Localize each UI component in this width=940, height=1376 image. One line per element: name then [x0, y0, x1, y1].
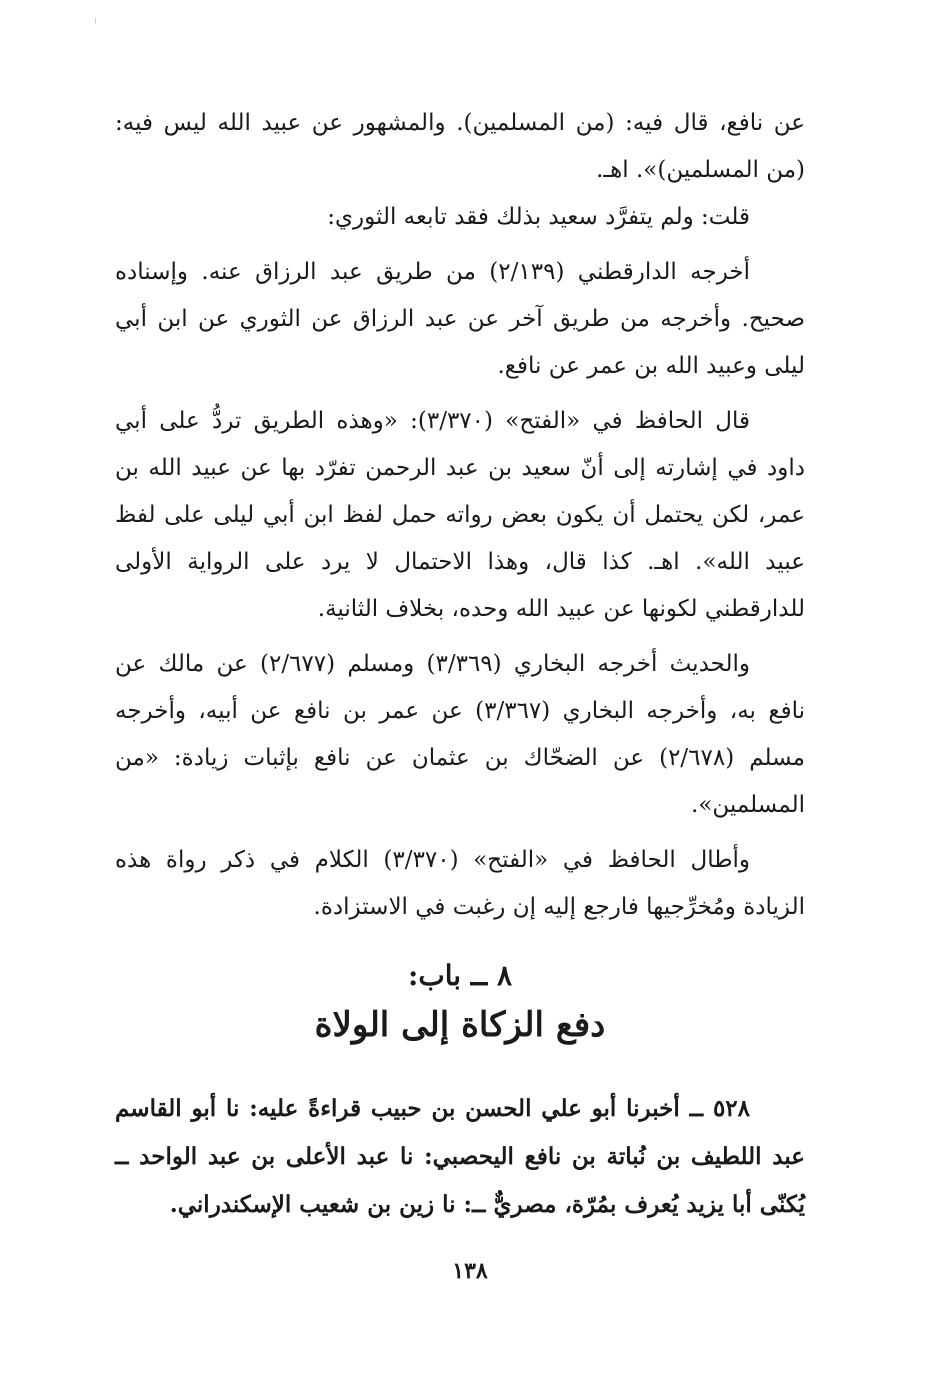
page-number: ١٣٨: [452, 1258, 488, 1284]
margin-mark: [95, 18, 96, 24]
paragraph-fath-ziyada: وأطال الحافظ في «الفتح» (٣/٣٧٠) الكلام في ذكر رواة هذه الزيادة ومُخرِّجيها فارجع إليه إن رغبت في الاستزادة.: [115, 847, 805, 920]
paragraph-qultu: قلت: ولم يتفرَّد سعيد بذلك فقد تابعه الثوري:: [327, 204, 750, 230]
paragraph-continuation: عن نافع، قال فيه: (من المسلمين). والمشهور عن عبيد الله ليس فيه: (من المسلمين)». اهـ.: [115, 110, 805, 183]
chapter-heading: [115, 955, 805, 1053]
chapter-number: ٨ ــ باب:: [408, 959, 512, 992]
chapter-title: دفع الزكاة إلى الولاة: [314, 1005, 606, 1045]
paragraph-fath-quote: قال الحافظ في «الفتح» (٣/٣٧٠): «وهذه الطريق تردُّ على أبي داود في إشارته إلى أنّ سعيد بن عبد الرحمن تفرّد بها عن عبيد الله بن عمر، لكن يحتمل أن يكون بعض رواته حمل لفظ ابن أبي ليلى على لفظ عبيد الله». اهـ. كذا قال، وهذا الاحتمال لا يرد على الرواية الأولى للدارقطني لكونها عن عبيد الله وحده، بخلاف الثانية.: [115, 408, 805, 622]
hadith-isnad: ٥٢٨ ــ أخبرنا أبو علي الحسن بن حبيب قراءةً عليه: نا أبو القاسم عبد اللطيف بن نُباتة بن نافع اليحصبي: نا عبد الأعلى بن عبد الواحد ــ يُكنّى أبا يزيد يُعرف بمُرّة، مصريٌّ ــ: نا زين بن شعيب الإسكندراني.: [115, 1095, 805, 1218]
footnote-commentary: [115, 100, 805, 931]
hadith-block: [115, 1085, 805, 1229]
paragraph-daraqutni: أخرجه الدارقطني (٢/١٣٩) من طريق عبد الرزاق عنه. وإسناده صحيح. وأخرجه من طريق آخر عن عبد الرزاق عن الثوري عن ابن أبي ليلى وعبيد الله بن عمر عن نافع.: [115, 259, 805, 379]
paragraph-bukhari-muslim: والحديث أخرجه البخاري (٣/٣٦٩) ومسلم (٢/٦٧٧) عن مالك عن نافع به، وأخرجه البخاري (٣/٣٦٧) عن عمر بن نافع عن أبيه، وأخرجه مسلم (٢/٦٧٨) عن الضحّاك بن عثمان عن نافع بإثبات زيادة: «من المسلمين».: [115, 651, 805, 818]
